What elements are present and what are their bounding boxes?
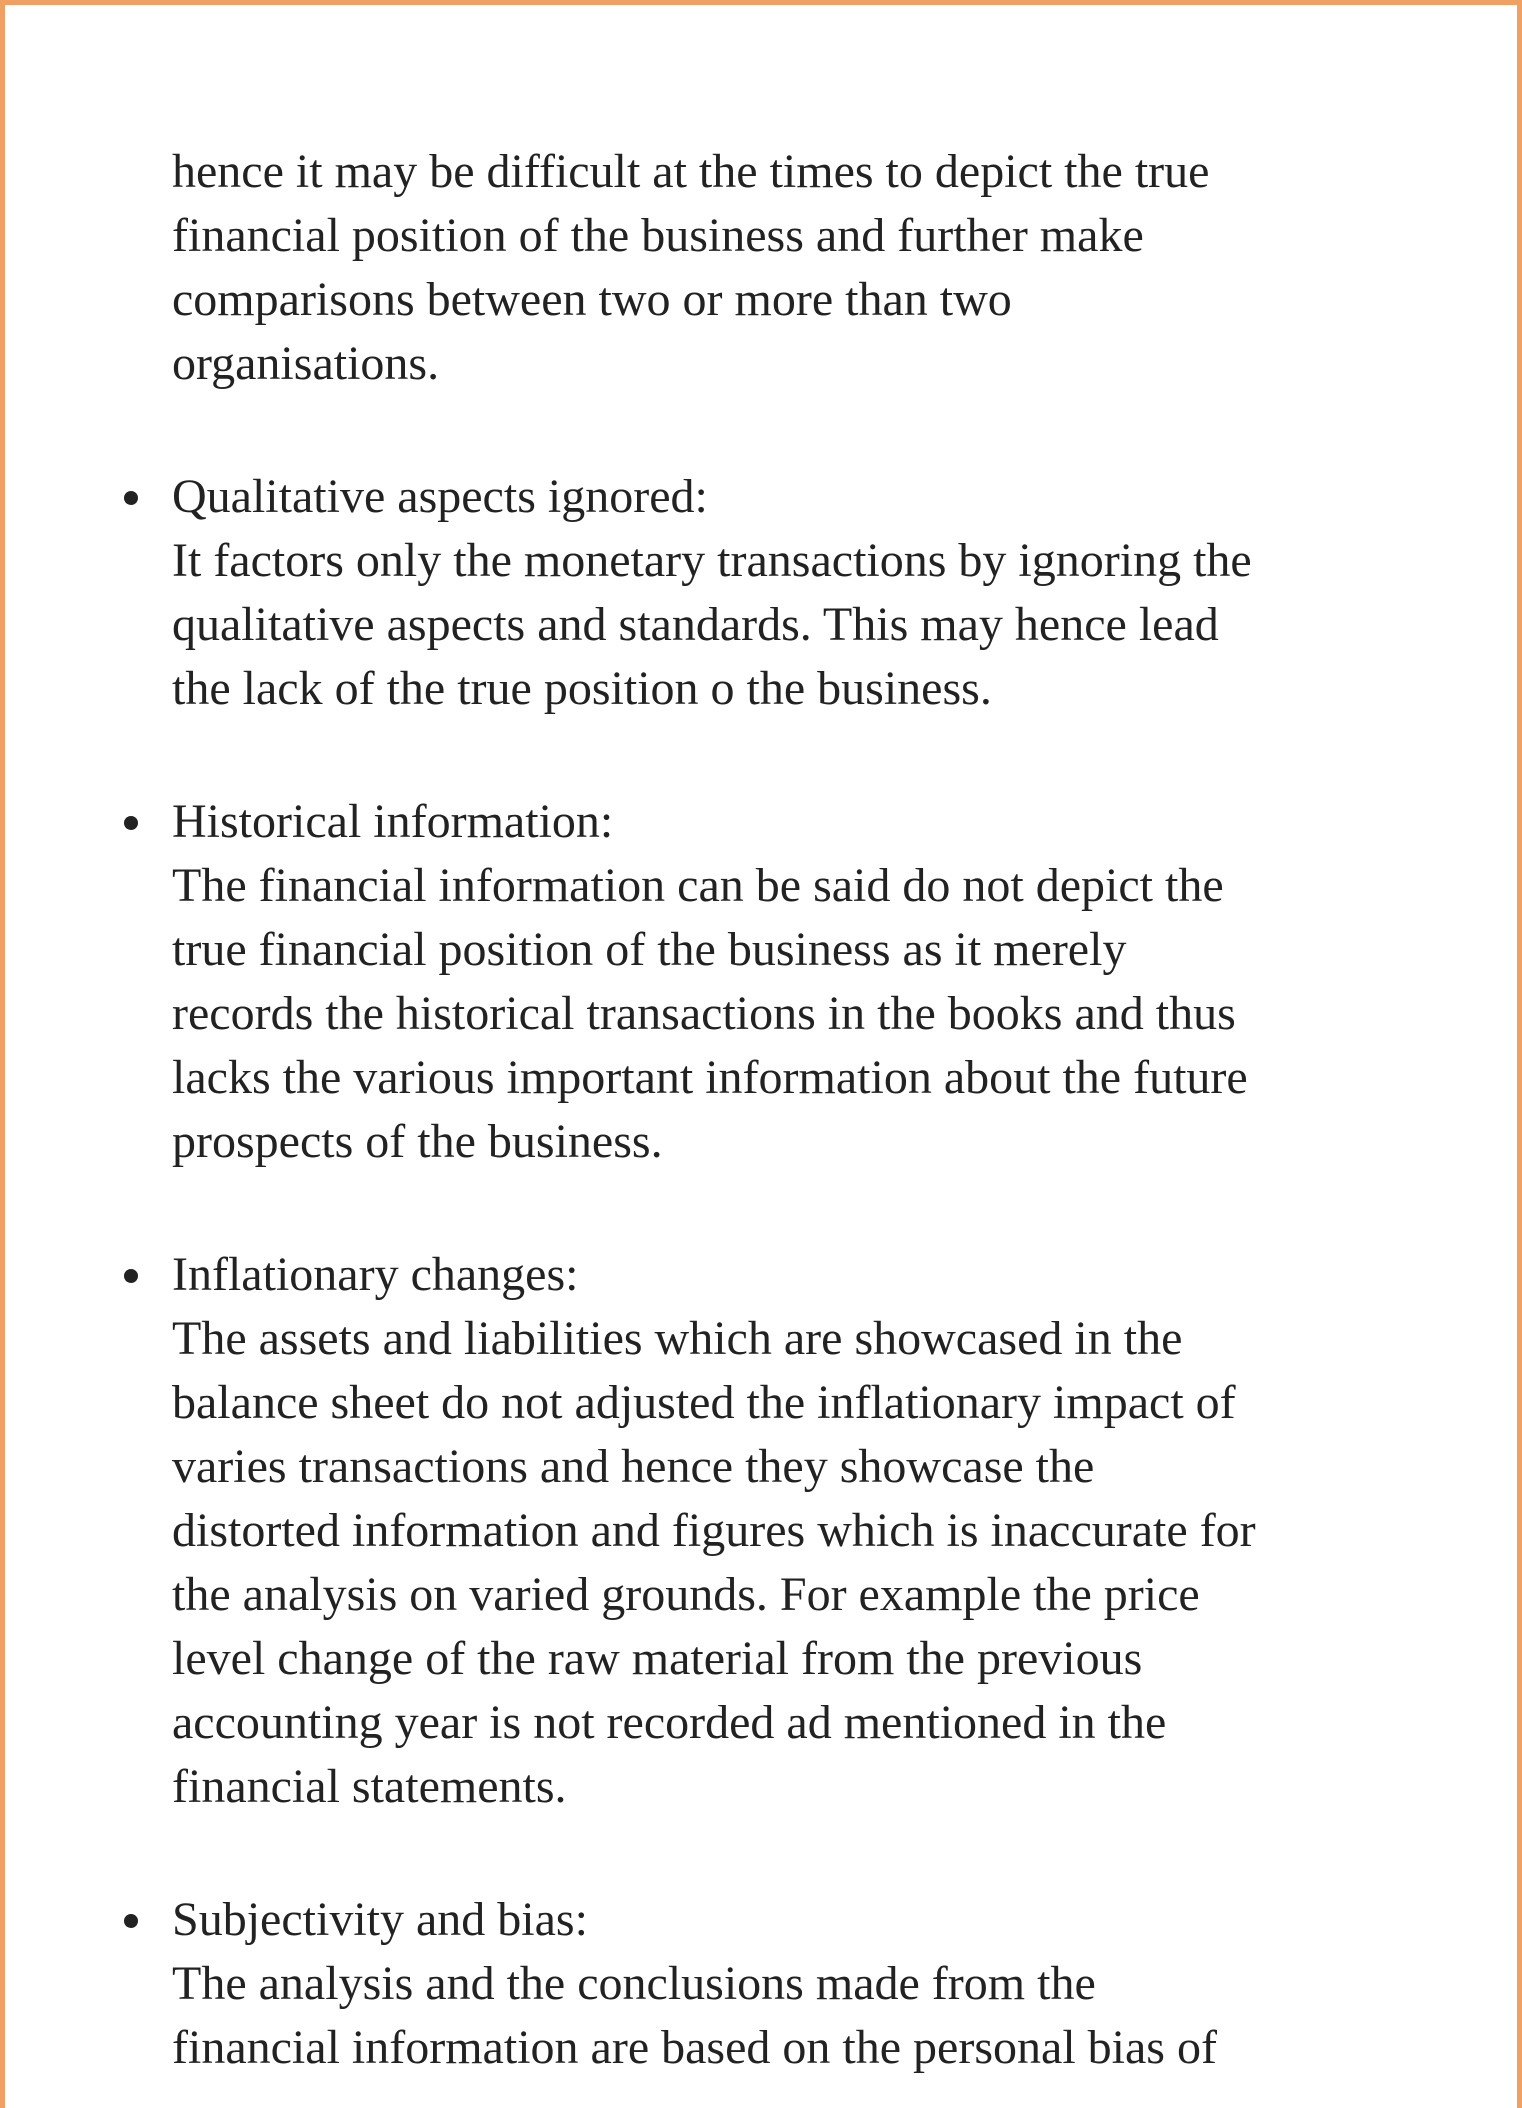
- bullet-heading: Qualitative aspects ignored:: [172, 470, 708, 523]
- text-line: The financial information can be said do not depict the: [172, 859, 1224, 912]
- text-line: qualitative aspects and standards. This may hence lead: [172, 598, 1219, 651]
- text-line: hence it may be difficult at the times to depict the true: [172, 145, 1210, 198]
- text-line: balance sheet do not adjusted the inflationary impact of: [172, 1376, 1236, 1429]
- bullet-heading: Inflationary changes:: [172, 1248, 579, 1301]
- text-line: level change of the raw material from the previous: [172, 1632, 1143, 1685]
- bullet-icon: [124, 491, 138, 505]
- text-line: true financial position of the business as it merely: [172, 923, 1127, 976]
- text-line: lacks the various important information about the future: [172, 1051, 1248, 1104]
- text-line: varies transactions and hence they showcase the: [172, 1440, 1095, 1493]
- bullet-icon: [124, 1269, 138, 1283]
- text-line: prospects of the business.: [172, 1115, 663, 1168]
- bullet-item: [172, 1243, 1472, 1819]
- intro-paragraph: [172, 140, 1472, 396]
- bullet-item: [172, 1888, 1472, 2080]
- bullet-icon: [124, 816, 138, 830]
- text-line: comparisons between two or more than two: [172, 273, 1012, 326]
- bullet-item: [172, 465, 1472, 721]
- text-line: The assets and liabilities which are showcased in the: [172, 1312, 1183, 1365]
- text-line: accounting year is not recorded ad mentioned in the: [172, 1696, 1167, 1749]
- text-line: It factors only the monetary transactions by ignoring the: [172, 534, 1252, 587]
- text-line: financial information are based on the personal bias of: [172, 2021, 1217, 2074]
- text-line: organisations.: [172, 337, 440, 390]
- text-line: the analysis on varied grounds. For example the price: [172, 1568, 1200, 1621]
- text-line: financial statements.: [172, 1760, 567, 1813]
- bullet-item: [172, 790, 1472, 1174]
- text-line: the lack of the true position o the business.: [172, 662, 992, 715]
- text-line: financial position of the business and further make: [172, 209, 1144, 262]
- bullet-heading: Historical information:: [172, 795, 614, 848]
- bullet-icon: [124, 1914, 138, 1928]
- text-line: records the historical transactions in the books and thus: [172, 987, 1236, 1040]
- text-line: The analysis and the conclusions made from the: [172, 1957, 1096, 2010]
- document-body: [172, 140, 1472, 2080]
- text-line: distorted information and figures which is inaccurate for: [172, 1504, 1256, 1557]
- bullet-heading: Subjectivity and bias:: [172, 1893, 588, 1946]
